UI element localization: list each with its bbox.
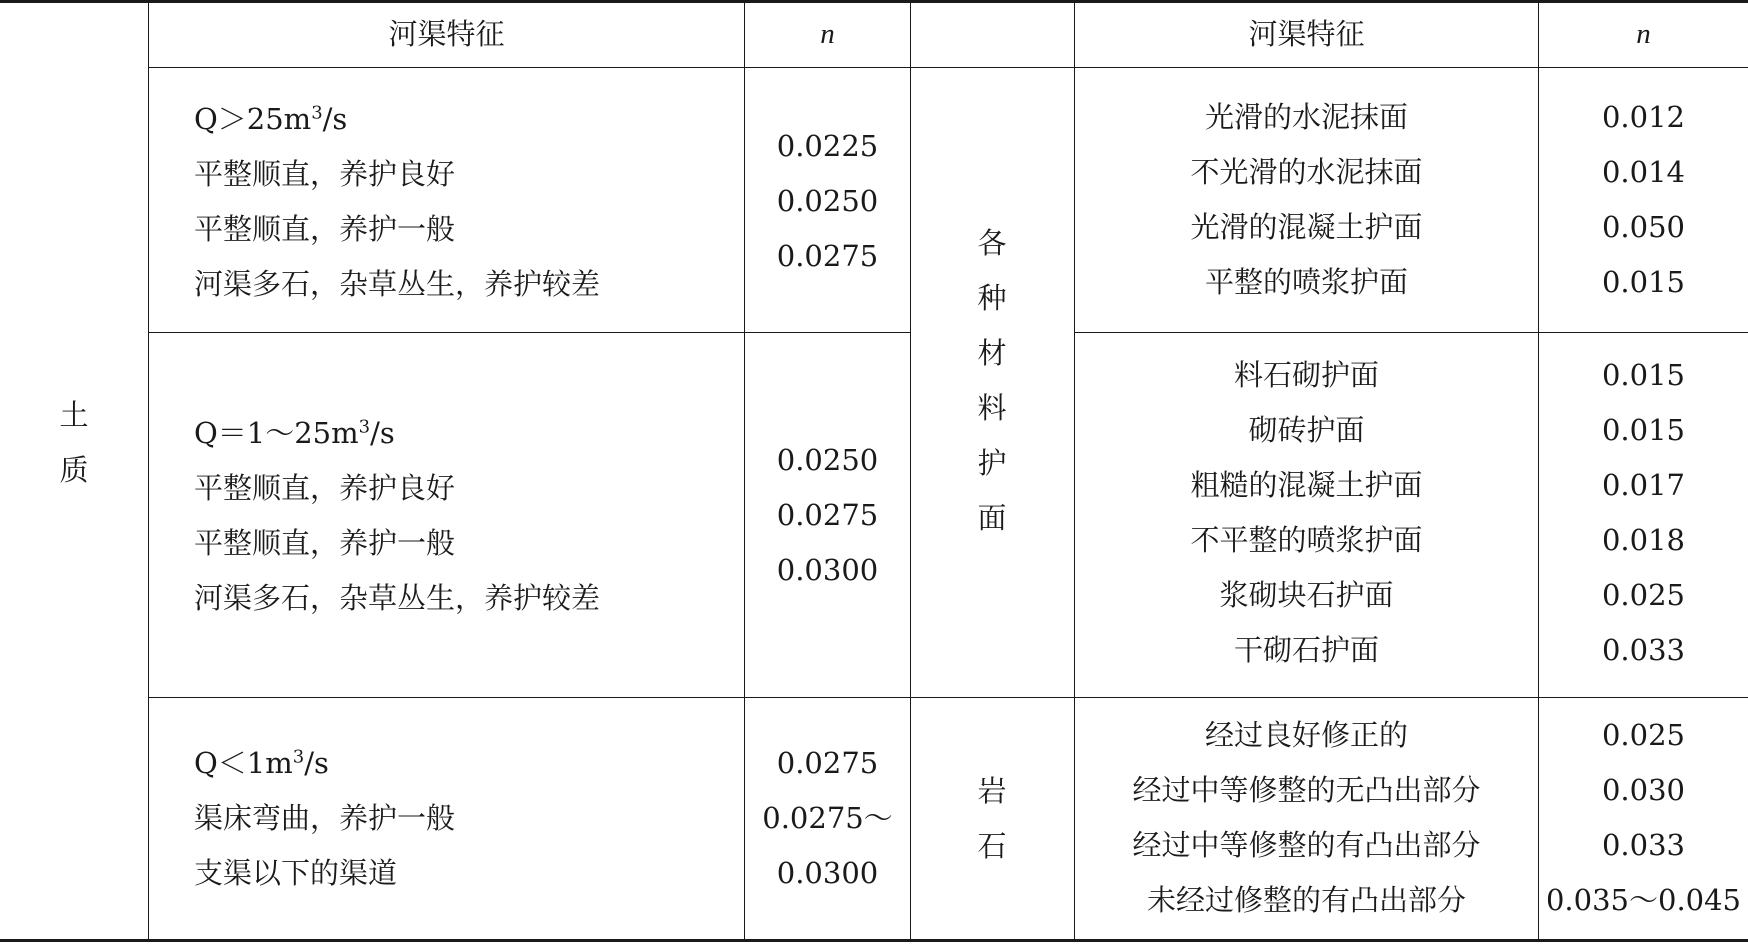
table-top-rule <box>0 0 1748 3</box>
n-value: 0.0275 <box>776 239 879 273</box>
n-value: 0.012 <box>1601 100 1686 134</box>
n-value: 0.0250 <box>776 443 879 477</box>
header-n: n <box>1636 18 1651 50</box>
list-item: 砌砖护面 <box>1248 413 1365 447</box>
row-divider <box>149 332 911 333</box>
column-divider <box>910 0 911 942</box>
table-bottom-rule <box>0 939 1748 942</box>
category-char: 材 <box>977 336 1007 370</box>
list-item: 河渠多石，杂草丛生，养护较差 <box>194 267 601 301</box>
n-value: 0.0300 <box>776 856 879 890</box>
q-range-label: $Q>25m^3/s$ <box>194 102 348 136</box>
category-char: 料 <box>977 391 1007 425</box>
soil-category-label <box>54 388 94 498</box>
n-value: 0.0225 <box>776 129 879 163</box>
header-n: n <box>820 18 835 50</box>
n-value: 0.015 <box>1601 358 1686 392</box>
n-value: 0.035～0.045 <box>1545 883 1742 917</box>
list-item: 料石砌护面 <box>1233 358 1379 392</box>
n-value: 0.025 <box>1601 718 1686 752</box>
rock-category-label <box>972 764 1012 874</box>
q-range-label: $Q=1\sim 25m^3/s$ <box>194 416 395 450</box>
soil-group-2-characteristics <box>194 406 600 626</box>
materials-category-label <box>972 216 1012 546</box>
n-value: 0.0300 <box>776 553 879 587</box>
soil-group-2-n-values <box>745 433 910 598</box>
n-value: 0.030 <box>1601 773 1686 807</box>
materials-group-2-n-values <box>1539 348 1748 678</box>
header-characteristic: 河渠特征 <box>388 17 505 51</box>
n-value: 0.015 <box>1601 265 1686 299</box>
materials-group-1-n-values <box>1539 90 1748 310</box>
category-char: 护 <box>977 446 1007 480</box>
list-item: 平整顺直，养护良好 <box>194 471 456 505</box>
column-divider <box>148 0 149 942</box>
materials-group-1-characteristics <box>1075 90 1538 310</box>
n-value: 0.014 <box>1601 155 1686 189</box>
soil-group-3-characteristics <box>194 736 455 901</box>
category-char: 土 <box>59 398 89 432</box>
n-value: 0.017 <box>1601 468 1686 502</box>
list-item: 河渠多石，杂草丛生，养护较差 <box>194 581 601 615</box>
n-value: 0.025 <box>1601 578 1686 612</box>
n-value: 0.015 <box>1601 413 1686 447</box>
category-char: 质 <box>59 453 89 487</box>
list-item: 平整顺直，养护良好 <box>194 157 456 191</box>
rock-characteristics <box>1075 708 1538 928</box>
list-item: 平整的喷浆护面 <box>1204 265 1408 299</box>
category-char: 各 <box>977 226 1007 260</box>
n-value: 0.0250 <box>776 184 879 218</box>
list-item: 渠床弯曲，养护一般 <box>194 801 456 835</box>
list-item: 经过良好修正的 <box>1204 718 1408 752</box>
n-value: 0.033 <box>1601 633 1686 667</box>
n-value: 0.0275 <box>776 746 879 780</box>
soil-group-1-n-values <box>745 119 910 284</box>
rock-n-values <box>1539 708 1748 928</box>
header-characteristic: 河渠特征 <box>1248 17 1365 51</box>
soil-group-1-characteristics <box>194 92 600 312</box>
list-item: 平整顺直，养护一般 <box>194 212 456 246</box>
list-item: 平整顺直，养护一般 <box>194 526 456 560</box>
n-value: 0.050 <box>1601 210 1686 244</box>
category-char: 岩 <box>977 774 1007 808</box>
materials-group-2-characteristics <box>1075 348 1538 678</box>
list-item: 光滑的水泥抹面 <box>1204 100 1408 134</box>
q-range-label: $Q<1m^3/s$ <box>194 746 329 780</box>
n-value: 0.0275 <box>776 498 879 532</box>
list-item: 未经过修整的有凸出部分 <box>1146 883 1466 917</box>
category-char: 石 <box>977 829 1007 863</box>
n-value: 0.018 <box>1601 523 1686 557</box>
list-item: 不平整的喷浆护面 <box>1190 523 1423 557</box>
n-value: 0.0275～ <box>762 801 893 835</box>
list-item: 支渠以下的渠道 <box>194 856 398 890</box>
list-item: 粗糙的混凝土护面 <box>1190 468 1423 502</box>
list-item: 浆砌块石护面 <box>1219 578 1394 612</box>
category-char: 种 <box>977 281 1007 315</box>
list-item: 不光滑的水泥抹面 <box>1190 155 1423 189</box>
category-char: 面 <box>977 501 1007 535</box>
list-item: 经过中等修整的无凸出部分 <box>1132 773 1481 807</box>
list-item: 经过中等修整的有凸出部分 <box>1132 828 1481 862</box>
n-value: 0.033 <box>1601 828 1686 862</box>
list-item: 干砌石护面 <box>1233 633 1379 667</box>
row-divider <box>1074 332 1748 333</box>
soil-group-3-n-values <box>745 736 910 901</box>
list-item: 光滑的混凝土护面 <box>1190 210 1423 244</box>
header-bottom-rule <box>149 67 1748 68</box>
row-divider <box>149 697 1748 698</box>
